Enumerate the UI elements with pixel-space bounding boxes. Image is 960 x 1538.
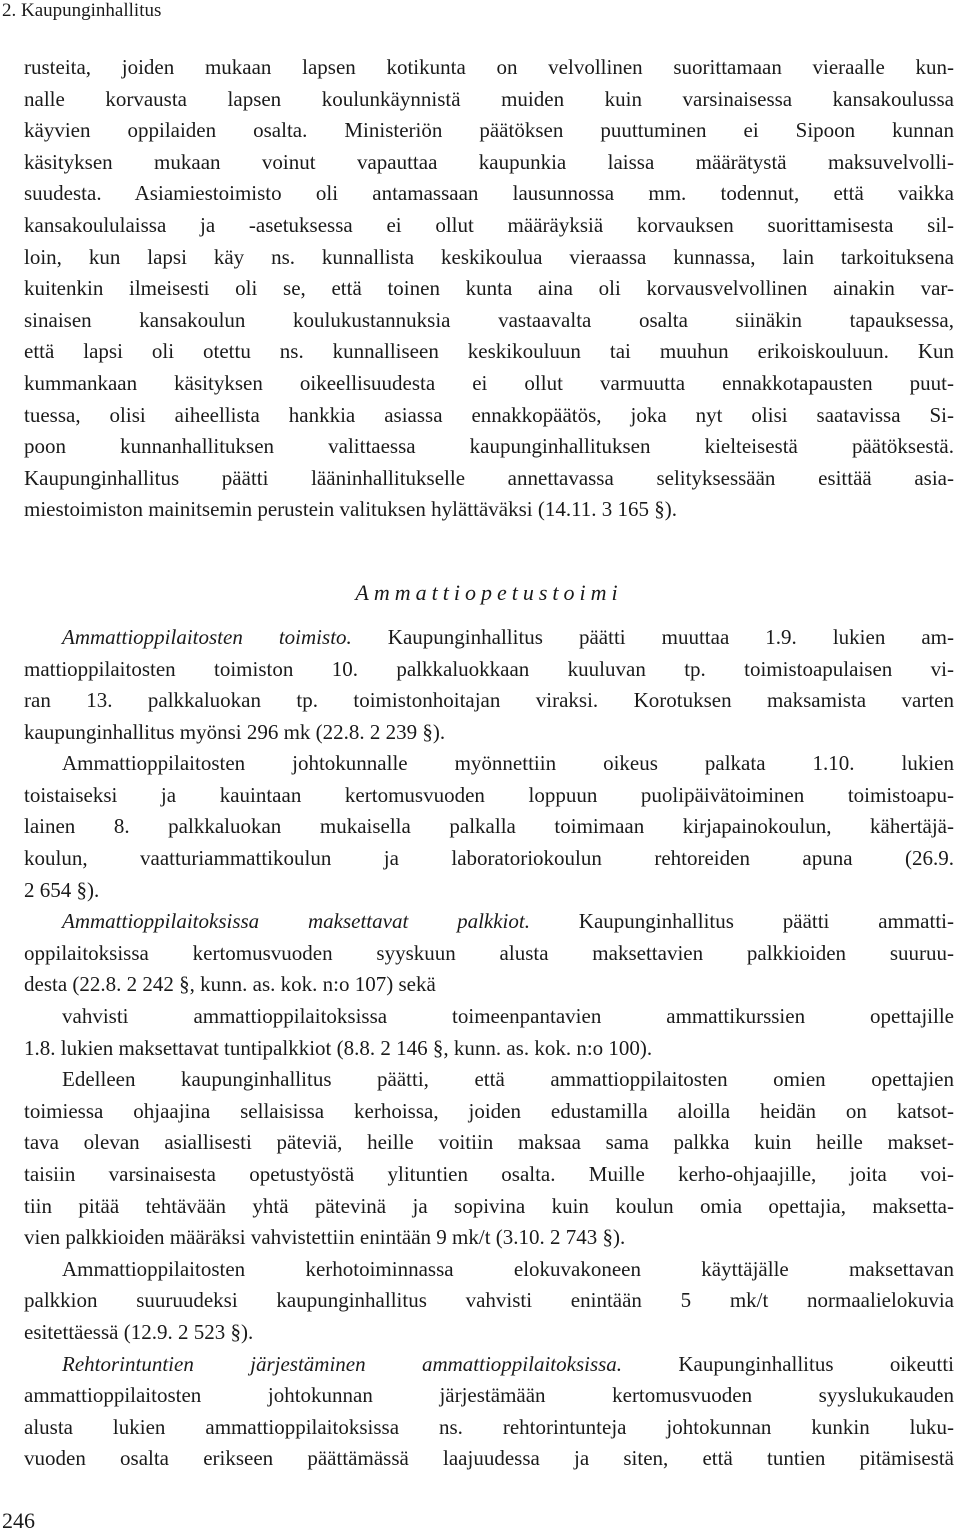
text-line [24,1349,954,1381]
text-line: mattioppilaitosten toimiston 10. palkkaluokkaan kuuluvan tp. toimistoapulaisen vi- [24,656,954,681]
text-line: kaupunginhallitus myönsi 296 mk (22.8. 2 239 §). [24,719,446,744]
text-line: 1.8. lukien maksettavat tuntipalkkiot (8.8. 2 146 §, kunn. as. kok. n:o 100). [24,1035,653,1060]
text-line: 2 654 §). [24,877,100,902]
text-line: käsityksen mukaan voinut vapauttaa kaupunkia laissa määrätystä maksuvelvolli- [24,149,954,174]
text-line: Ammattioppilaitosten kerhotoiminnassa elokuvakoneen käyttäjälle maksettavan [62,1256,954,1281]
text-line: koulun, vaatturiammattikoulun ja laboratoriokoulun rehtoreiden apuna (26.9. [24,846,954,871]
section-title: Ammattiopetustoimi [355,579,623,605]
text-line: Ammattioppilaitosten johtokunnalle myönnettiin oikeus palkata 1.10. lukien [62,751,954,776]
text-line: tava olevan asiallisesti päteviä, heille voitiin maksaa sama palkka kuin heille makset- [24,1130,954,1155]
paragraph-fees [24,906,954,1001]
text-line: lainen 8. palkkaluokan mukaisella palkalla toimimaan kirjapainokoulun, kähertäjä- [24,814,954,839]
text-line: että lapsi oli otettu ns. kunnalliseen keskikouluun tai muuhun erikoiskouluun. Kun [24,339,954,364]
text-line: toimiessa ohjaajina sellaisissa kerhoissa, joiden edustamilla aloilla heidän on katsot- [24,1098,954,1123]
text-run: Kaupunginhallitus päätti muuttaa 1.9. lukien am- [351,624,954,649]
text-line: taisiin varsinaisesta opetustyöstä ylituntien osalta. Muille kerho-ohjaajille, joita voi- [24,1162,954,1186]
text-line: rusteita, joiden mukaan lapsen kotikunta on velvollinen suorittamaan vieraalle kun- [24,55,954,79]
paragraph-continuation [24,52,954,526]
text-line: esitettäessä (12.9. 2 523 §). [24,1319,254,1344]
text-line: tuessa, olisi aiheellista hankkia asiassa ennakkopäätös, joka nyt olisi saatavissa Si- [24,402,954,427]
paragraph-board [24,748,954,906]
text-line: alusta lukien ammattioppilaitoksissa ns. rehtorintunteja johtokunnan kunkin luku- [24,1414,954,1439]
paragraph-hourly-fees [24,1001,954,1064]
text-line: kuitenkin ilmeisesti oli se, että toinen kunta aina oli korvausvelvollinen ainakin var- [24,276,954,301]
paragraph-clubs [24,1064,954,1254]
text-line: nalle korvausta lapsen koulunkäynnistä muiden kuin varsinaisessa kansakoulussa [24,86,954,111]
text-run: Kaupunginhallitus päätti ammatti- [529,909,954,934]
paragraph-heading: Ammattioppilaitosten toimisto. [62,624,352,649]
text-line: ammattioppilaitosten johtokunnan järjestämään kertomusvuoden syyslukukauden [24,1383,954,1408]
page-number: 246 [2,1508,35,1533]
text-line: vien palkkioiden määräksi vahvistettiin enintään 9 mk/t (3.10. 2 743 §). [24,1225,626,1250]
text-line: tiin pitää tehtävään yhtä pätevinä ja sopivina kuin koulun omia opettajia, maksetta- [24,1193,954,1218]
text-line: desta (22.8. 2 242 §, kunn. as. kok. n:o 107) sekä [24,972,436,997]
text-line: käyvien oppilaiden osalta. Ministeriön päätöksen puuttuminen ei Sipoon kunnan [24,118,954,143]
text-line: oppilaitoksissa kertomusvuoden syyskuun alusta maksettavien palkkioiden suuruu- [24,940,954,965]
paragraph-rector-hours [24,1349,954,1475]
running-head: 2. Kaupunginhallitus [2,0,162,21]
text-line: loin, kun lapsi käy ns. kunnallista keskikoulua vieraassa kunnassa, lain tarkoituksena [24,244,954,269]
text-line: palkkion suuruudeksi kaupunginhallitus vahvisti enintään 5 mk/t normaalielokuvia [24,1288,954,1313]
paragraph-heading: Ammattioppilaitoksissa maksettavat palkkiot. [62,909,530,934]
text-line: vuoden osalta erikseen päättämässä laajuudessa ja siten, että tuntien pitämisestä [24,1446,954,1471]
text-run: Kaupunginhallitus oikeutti [622,1351,954,1376]
text-line: kummankaan käsityksen oikeellisuudesta ei ollut varmuutta ennakkotapausten puut- [24,370,954,395]
text-line: Edelleen kaupunginhallitus päätti, että ammattioppilaitosten omien opettajien [62,1067,954,1092]
text-line: ran 13. palkkaluokan tp. toimistonhoitajan viraksi. Korotuksen maksamista varten [24,688,954,713]
text-line: poon kunnanhallituksen valittaessa kaupunginhallituksen kielteisestä päätöksestä. [24,434,954,459]
text-line: suudesta. Asiamiestoimisto oli antamassaan lausunnossa mm. todennut, että vaikka [24,181,954,206]
text-line: kansakoululaissa ja -asetuksessa ei ollut määräyksiä korvauksen suorittamisesta sil- [24,212,954,237]
text-line: toistaiseksi ja kauintaan kertomusvuoden loppuun puolipäivätoiminen toimistoapu- [24,782,954,807]
text-line: vahvisti ammattioppilaitoksissa toimeenpantavien ammattikurssien opettajille [62,1004,954,1029]
text-line: sinaisen kansakoulun koulukustannuksia vastaavalta osalta siinäkin tapauksessa, [24,307,954,332]
page-body [24,52,954,1475]
paragraph-office [24,622,954,748]
text-line [24,622,954,654]
paragraph-heading: Rehtorintuntien järjestäminen ammattioppilaitoksissa. [62,1351,623,1376]
text-line: miestoimiston mainitsemin perustein valituksen hylättäväksi (14.11. 3 165 §). [24,497,678,522]
paragraph-projectionist [24,1254,954,1349]
text-line: Kaupunginhallitus päätti lääninhallitukselle annettavassa selityksessään esittää asia- [24,465,954,490]
text-line [24,906,954,938]
